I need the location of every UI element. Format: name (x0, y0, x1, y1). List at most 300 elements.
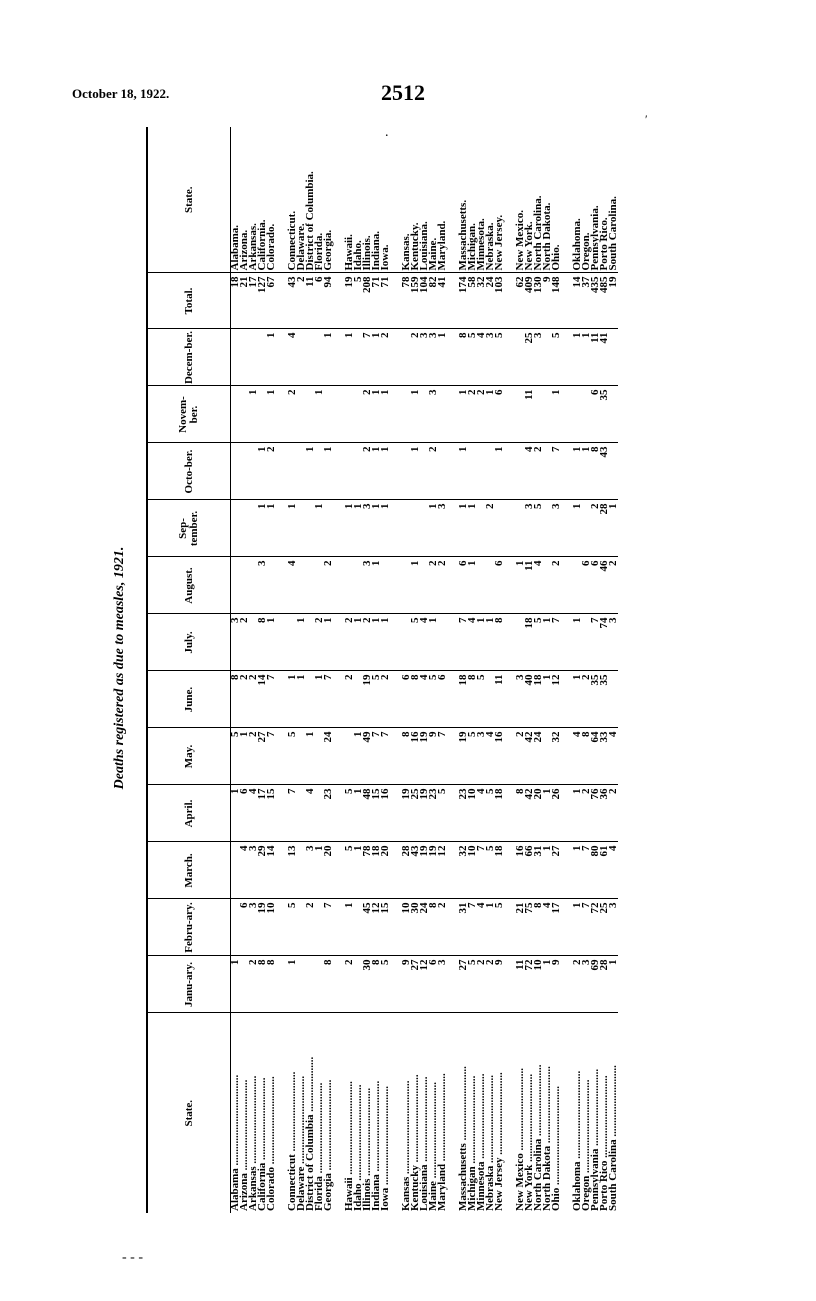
month-cell: 1 (429, 500, 438, 557)
month-cell: 2 (363, 443, 372, 500)
page-number: 2512 (381, 80, 425, 105)
month-cell: 43 (600, 443, 609, 500)
month-cell (402, 500, 411, 557)
column-header: Decem-ber. (147, 329, 231, 386)
month-cell: 1 (477, 614, 486, 671)
table-row (258, 127, 267, 1213)
month-cell: 11 (525, 557, 534, 614)
month-cell: 1 (354, 842, 363, 899)
month-cell: 23 (459, 785, 468, 842)
table-row (267, 127, 276, 1213)
month-cell: 3 (609, 614, 618, 671)
month-cell: 6 (240, 785, 249, 842)
state-name-right: Maryland. (438, 127, 447, 273)
state-name-right: District of Columbia. (306, 127, 315, 273)
month-cell: 2 (552, 557, 561, 614)
month-cell (240, 443, 249, 500)
state-name-right: Illinois. (363, 127, 372, 273)
table-body (231, 127, 619, 1213)
month-cell: 27 (258, 728, 267, 785)
month-cell: 5 (495, 329, 504, 386)
state-name-right: Arkansas. (249, 127, 258, 273)
state-name: Michigan ................................ (466, 1075, 478, 1211)
column-header: Sep-tember. (147, 500, 231, 557)
month-cell: 1 (486, 899, 495, 956)
state-name: South Carolina .......................... (607, 1065, 619, 1211)
table-row (381, 127, 390, 1213)
month-cell: 8 (324, 956, 333, 1013)
month-cell: 16 (516, 842, 525, 899)
month-cell: 19 (420, 785, 429, 842)
month-cell: 8 (516, 785, 525, 842)
total-cell: 67 (267, 273, 276, 329)
month-cell: 1 (573, 614, 582, 671)
state-name: North Carolina .......................... (532, 1064, 544, 1211)
month-cell: 11 (516, 956, 525, 1013)
month-cell: 11 (495, 671, 504, 728)
month-cell: 1 (345, 500, 354, 557)
month-cell: 1 (240, 728, 249, 785)
month-cell: 2 (486, 500, 495, 557)
month-cell (495, 500, 504, 557)
month-cell: 5 (534, 614, 543, 671)
month-cell: 8 (411, 671, 420, 728)
total-cell: 19 (345, 273, 354, 329)
month-cell: 27 (552, 842, 561, 899)
total-cell: 21 (240, 273, 249, 329)
month-cell: 1 (267, 500, 276, 557)
month-cell (324, 386, 333, 443)
month-cell: 35 (600, 671, 609, 728)
month-cell: 27 (411, 956, 420, 1013)
month-cell: 13 (288, 842, 297, 899)
state-name: Oregon .................................. (580, 1079, 592, 1211)
state-name: Pennsylvania ............................ (589, 1068, 601, 1211)
state-name-right: Kansas. (402, 127, 411, 273)
month-cell: 1 (573, 671, 582, 728)
month-cell: 3 (486, 329, 495, 386)
month-cell: 1 (231, 956, 241, 1013)
month-cell: 28 (600, 500, 609, 557)
table-row (420, 127, 429, 1213)
total-cell: 148 (552, 273, 561, 329)
total-cell: 41 (438, 273, 447, 329)
month-cell: 29 (258, 842, 267, 899)
month-cell: 5 (486, 785, 495, 842)
month-cell: 2 (345, 614, 354, 671)
month-cell: 2 (591, 500, 600, 557)
state-name-right: Nebraska. (486, 127, 495, 273)
state-name: Florida ................................. (313, 1082, 325, 1211)
column-header: Total. (147, 273, 231, 329)
month-cell: 19 (402, 785, 411, 842)
month-cell: 33 (600, 728, 609, 785)
month-cell (345, 443, 354, 500)
header-row (147, 127, 231, 1213)
state-name: Connecticut ............................. (286, 1071, 298, 1211)
table-row (324, 127, 333, 1213)
month-cell: 41 (600, 329, 609, 386)
month-cell: 6 (402, 671, 411, 728)
group-gap (561, 127, 573, 1213)
state-name-right: California. (258, 127, 267, 273)
month-cell: 8 (231, 671, 241, 728)
month-cell: 4 (288, 329, 297, 386)
month-cell: 9 (552, 956, 561, 1013)
month-cell: 2 (249, 728, 258, 785)
month-cell: 3 (231, 614, 241, 671)
month-cell: 6 (495, 557, 504, 614)
month-cell: 1 (429, 614, 438, 671)
column-header: Novem-ber. (147, 386, 231, 443)
column-header: June. (147, 671, 231, 728)
total-cell: 5 (354, 273, 363, 329)
state-name-right: North Dakota. (543, 127, 552, 273)
month-cell: 9 (402, 956, 411, 1013)
table-row (534, 127, 543, 1213)
total-cell: 37 (582, 273, 591, 329)
state-name: Illinois ................................ (361, 1087, 373, 1211)
total-cell: 71 (372, 273, 381, 329)
total-cell: 174 (459, 273, 468, 329)
month-cell: 1 (459, 386, 468, 443)
state-name-right: Minnesota. (477, 127, 486, 273)
month-cell: 24 (420, 899, 429, 956)
month-cell: 3 (249, 899, 258, 956)
month-cell: 30 (411, 899, 420, 956)
month-cell (534, 386, 543, 443)
month-cell: 72 (525, 956, 534, 1013)
month-cell: 5 (411, 614, 420, 671)
table-row (468, 127, 477, 1213)
month-cell: 2 (363, 386, 372, 443)
total-cell: 19 (609, 273, 618, 329)
state-name: Ohio .................................... (550, 1086, 562, 1211)
table-row (372, 127, 381, 1213)
month-cell: 18 (495, 842, 504, 899)
month-cell: 3 (258, 557, 267, 614)
month-cell: 1 (573, 785, 582, 842)
state-name: New York ................................ (523, 1073, 535, 1211)
month-cell (438, 614, 447, 671)
month-cell: 1 (372, 386, 381, 443)
total-cell: 103 (495, 273, 504, 329)
month-cell (231, 443, 241, 500)
total-cell: 78 (402, 273, 411, 329)
month-cell: 1 (411, 443, 420, 500)
month-cell: 18 (372, 842, 381, 899)
state-name: New Jersey .............................. (493, 1072, 505, 1211)
month-cell (297, 956, 306, 1013)
month-cell: 1 (609, 956, 618, 1013)
month-cell: 12 (372, 899, 381, 956)
month-cell: 19 (363, 671, 372, 728)
month-cell: 17 (552, 899, 561, 956)
month-cell: 16 (495, 728, 504, 785)
state-name: Maine ................................... (427, 1082, 439, 1211)
state-name: Nebraska ................................ (484, 1075, 496, 1211)
state-name-right: New Jersey. (495, 127, 504, 273)
table-row (306, 127, 315, 1213)
total-cell: 17 (249, 273, 258, 329)
month-cell: 1 (543, 614, 552, 671)
month-cell: 7 (267, 728, 276, 785)
month-cell: 4 (477, 329, 486, 386)
group-gap (276, 127, 288, 1213)
month-cell: 1 (468, 557, 477, 614)
month-cell: 12 (552, 671, 561, 728)
month-cell: 23 (429, 785, 438, 842)
state-name: Arkansas ................................ (247, 1075, 259, 1211)
total-cell: 104 (420, 273, 429, 329)
month-cell: 25 (600, 899, 609, 956)
month-cell: 19 (459, 728, 468, 785)
state-name-right: Idaho. (354, 127, 363, 273)
state-name-right: Kentucky. (411, 127, 420, 273)
month-cell: 2 (381, 671, 390, 728)
month-cell: 1 (258, 443, 267, 500)
column-header: State. (147, 127, 231, 273)
month-cell: 7 (591, 614, 600, 671)
month-cell: 5 (486, 842, 495, 899)
month-cell: 61 (600, 842, 609, 899)
month-cell: 1 (297, 671, 306, 728)
month-cell: 15 (372, 785, 381, 842)
month-cell: 1 (267, 614, 276, 671)
month-cell: 1 (372, 500, 381, 557)
month-cell: 1 (543, 842, 552, 899)
month-cell: 2 (381, 329, 390, 386)
column-header: March. (147, 842, 231, 899)
table-row (288, 127, 297, 1213)
month-cell: 4 (420, 614, 429, 671)
state-name: Iowa .................................... (379, 1086, 391, 1211)
month-cell: 9 (495, 956, 504, 1013)
month-cell: 28 (402, 842, 411, 899)
state-name: Arizona ................................. (238, 1079, 250, 1211)
month-cell: 42 (525, 728, 534, 785)
month-cell: 26 (552, 785, 561, 842)
total-cell: 58 (468, 273, 477, 329)
month-cell (249, 329, 258, 386)
month-cell (240, 500, 249, 557)
month-cell: 5 (345, 785, 354, 842)
month-cell: 16 (411, 728, 420, 785)
month-cell: 1 (324, 443, 333, 500)
month-cell (345, 557, 354, 614)
month-cell: 1 (288, 500, 297, 557)
state-name-right: Porto Rico. (600, 127, 609, 273)
month-cell: 8 (591, 443, 600, 500)
month-cell: 1 (543, 956, 552, 1013)
table-row (459, 127, 468, 1213)
month-cell: 3 (525, 500, 534, 557)
total-cell: 9 (543, 273, 552, 329)
month-cell: 1 (324, 329, 333, 386)
month-cell: 24 (534, 728, 543, 785)
table-row (315, 127, 324, 1213)
month-cell: 8 (258, 614, 267, 671)
rotated-table-region (112, 113, 732, 1213)
month-cell: 2 (516, 728, 525, 785)
month-cell: 4 (477, 785, 486, 842)
month-cell: 4 (240, 842, 249, 899)
month-cell: 5 (231, 728, 241, 785)
month-cell: 2 (573, 956, 582, 1013)
total-cell: 6 (315, 273, 324, 329)
month-cell: 4 (525, 443, 534, 500)
state-name: North Dakota ............................ (541, 1066, 553, 1211)
month-cell: 15 (381, 899, 390, 956)
group-gap (333, 127, 345, 1213)
month-cell (609, 671, 618, 728)
total-cell: 130 (534, 273, 543, 329)
month-cell (381, 557, 390, 614)
state-name-right: Arizona. (240, 127, 249, 273)
month-cell: 1 (486, 386, 495, 443)
month-cell: 6 (582, 557, 591, 614)
state-name: Delaware ................................ (295, 1075, 307, 1211)
month-cell (306, 956, 315, 1013)
column-header: July. (147, 614, 231, 671)
month-cell (267, 557, 276, 614)
month-cell (477, 557, 486, 614)
state-name: Kentucky ................................ (409, 1074, 421, 1211)
state-name: Georgia ................................. (322, 1079, 334, 1211)
month-cell: 1 (297, 614, 306, 671)
state-name-right: North Carolina. (534, 127, 543, 273)
month-cell: 20 (534, 785, 543, 842)
state-name-right: South Carolina. (609, 127, 618, 273)
month-cell: 1 (468, 500, 477, 557)
month-cell: 1 (315, 842, 324, 899)
month-cell (297, 500, 306, 557)
state-name: Maryland ................................ (436, 1073, 448, 1211)
month-cell: 1 (354, 728, 363, 785)
month-cell: 1 (381, 614, 390, 671)
total-cell: 24 (486, 273, 495, 329)
group-gap (390, 127, 402, 1213)
month-cell: 1 (354, 614, 363, 671)
column-header: State. (147, 1013, 231, 1213)
month-cell (609, 329, 618, 386)
state-name-right: Louisiana. (420, 127, 429, 273)
month-cell: 66 (525, 842, 534, 899)
table-row (573, 127, 582, 1213)
month-cell: 4 (573, 728, 582, 785)
month-cell: 2 (609, 785, 618, 842)
month-cell: 31 (534, 842, 543, 899)
month-cell: 4 (543, 899, 552, 956)
month-cell: 1 (438, 329, 447, 386)
month-cell: 3 (477, 728, 486, 785)
table-row (297, 127, 306, 1213)
table-row (429, 127, 438, 1213)
month-cell: 7 (552, 614, 561, 671)
month-cell: 5 (468, 956, 477, 1013)
month-cell: 5 (372, 671, 381, 728)
table-row (240, 127, 249, 1213)
month-cell: 1 (324, 614, 333, 671)
column-header: Octo-ber. (147, 443, 231, 500)
month-cell (297, 557, 306, 614)
month-cell: 8 (372, 956, 381, 1013)
month-cell: 2 (609, 557, 618, 614)
month-cell: 19 (258, 899, 267, 956)
month-cell: 1 (582, 443, 591, 500)
state-name: Minnesota ............................... (475, 1073, 487, 1211)
month-cell: 19 (420, 728, 429, 785)
column-header: Janu-ary. (147, 956, 231, 1013)
month-cell: 7 (438, 728, 447, 785)
month-cell: 3 (582, 956, 591, 1013)
month-cell (573, 386, 582, 443)
month-cell: 1 (372, 614, 381, 671)
table-row (231, 127, 241, 1213)
total-cell: 82 (429, 273, 438, 329)
month-cell: 4 (468, 614, 477, 671)
month-cell (231, 557, 241, 614)
month-cell: 1 (573, 329, 582, 386)
month-cell: 17 (258, 785, 267, 842)
month-cell: 2 (477, 956, 486, 1013)
month-cell: 1 (411, 557, 420, 614)
month-cell: 2 (315, 614, 324, 671)
month-cell: 7 (582, 899, 591, 956)
month-cell: 2 (363, 614, 372, 671)
state-name: Massachusetts ........................... (457, 1066, 469, 1211)
month-cell: 2 (582, 671, 591, 728)
month-cell (288, 443, 297, 500)
total-cell: 2 (297, 273, 306, 329)
state-name-right: Georgia. (324, 127, 333, 273)
month-cell: 7 (459, 614, 468, 671)
month-cell: 12 (438, 842, 447, 899)
month-cell: 1 (231, 785, 241, 842)
table-row (495, 127, 504, 1213)
month-cell: 3 (438, 500, 447, 557)
month-cell: 1 (267, 329, 276, 386)
month-cell: 2 (240, 614, 249, 671)
month-cell (306, 557, 315, 614)
month-cell: 3 (516, 671, 525, 728)
month-cell: 7 (477, 842, 486, 899)
month-cell: 20 (381, 842, 390, 899)
month-cell: 2 (267, 443, 276, 500)
month-cell: 4 (477, 899, 486, 956)
month-cell: 27 (459, 956, 468, 1013)
table-row (552, 127, 561, 1213)
state-name: Kansas .................................. (400, 1080, 412, 1211)
month-cell: 19 (429, 842, 438, 899)
state-name: California .............................. (256, 1077, 268, 1211)
month-cell: 1 (573, 842, 582, 899)
table-row (609, 127, 618, 1213)
month-cell (240, 557, 249, 614)
month-cell: 7 (288, 785, 297, 842)
month-cell: 1 (315, 500, 324, 557)
total-cell: 127 (258, 273, 267, 329)
month-cell: 8 (582, 728, 591, 785)
month-cell: 1 (306, 728, 315, 785)
month-cell: 10 (534, 956, 543, 1013)
month-cell: 1 (411, 386, 420, 443)
month-cell: 8 (258, 956, 267, 1013)
month-cell: 2 (438, 557, 447, 614)
state-name-right: Delaware. (297, 127, 306, 273)
month-cell: 12 (420, 956, 429, 1013)
table-row (363, 127, 372, 1213)
